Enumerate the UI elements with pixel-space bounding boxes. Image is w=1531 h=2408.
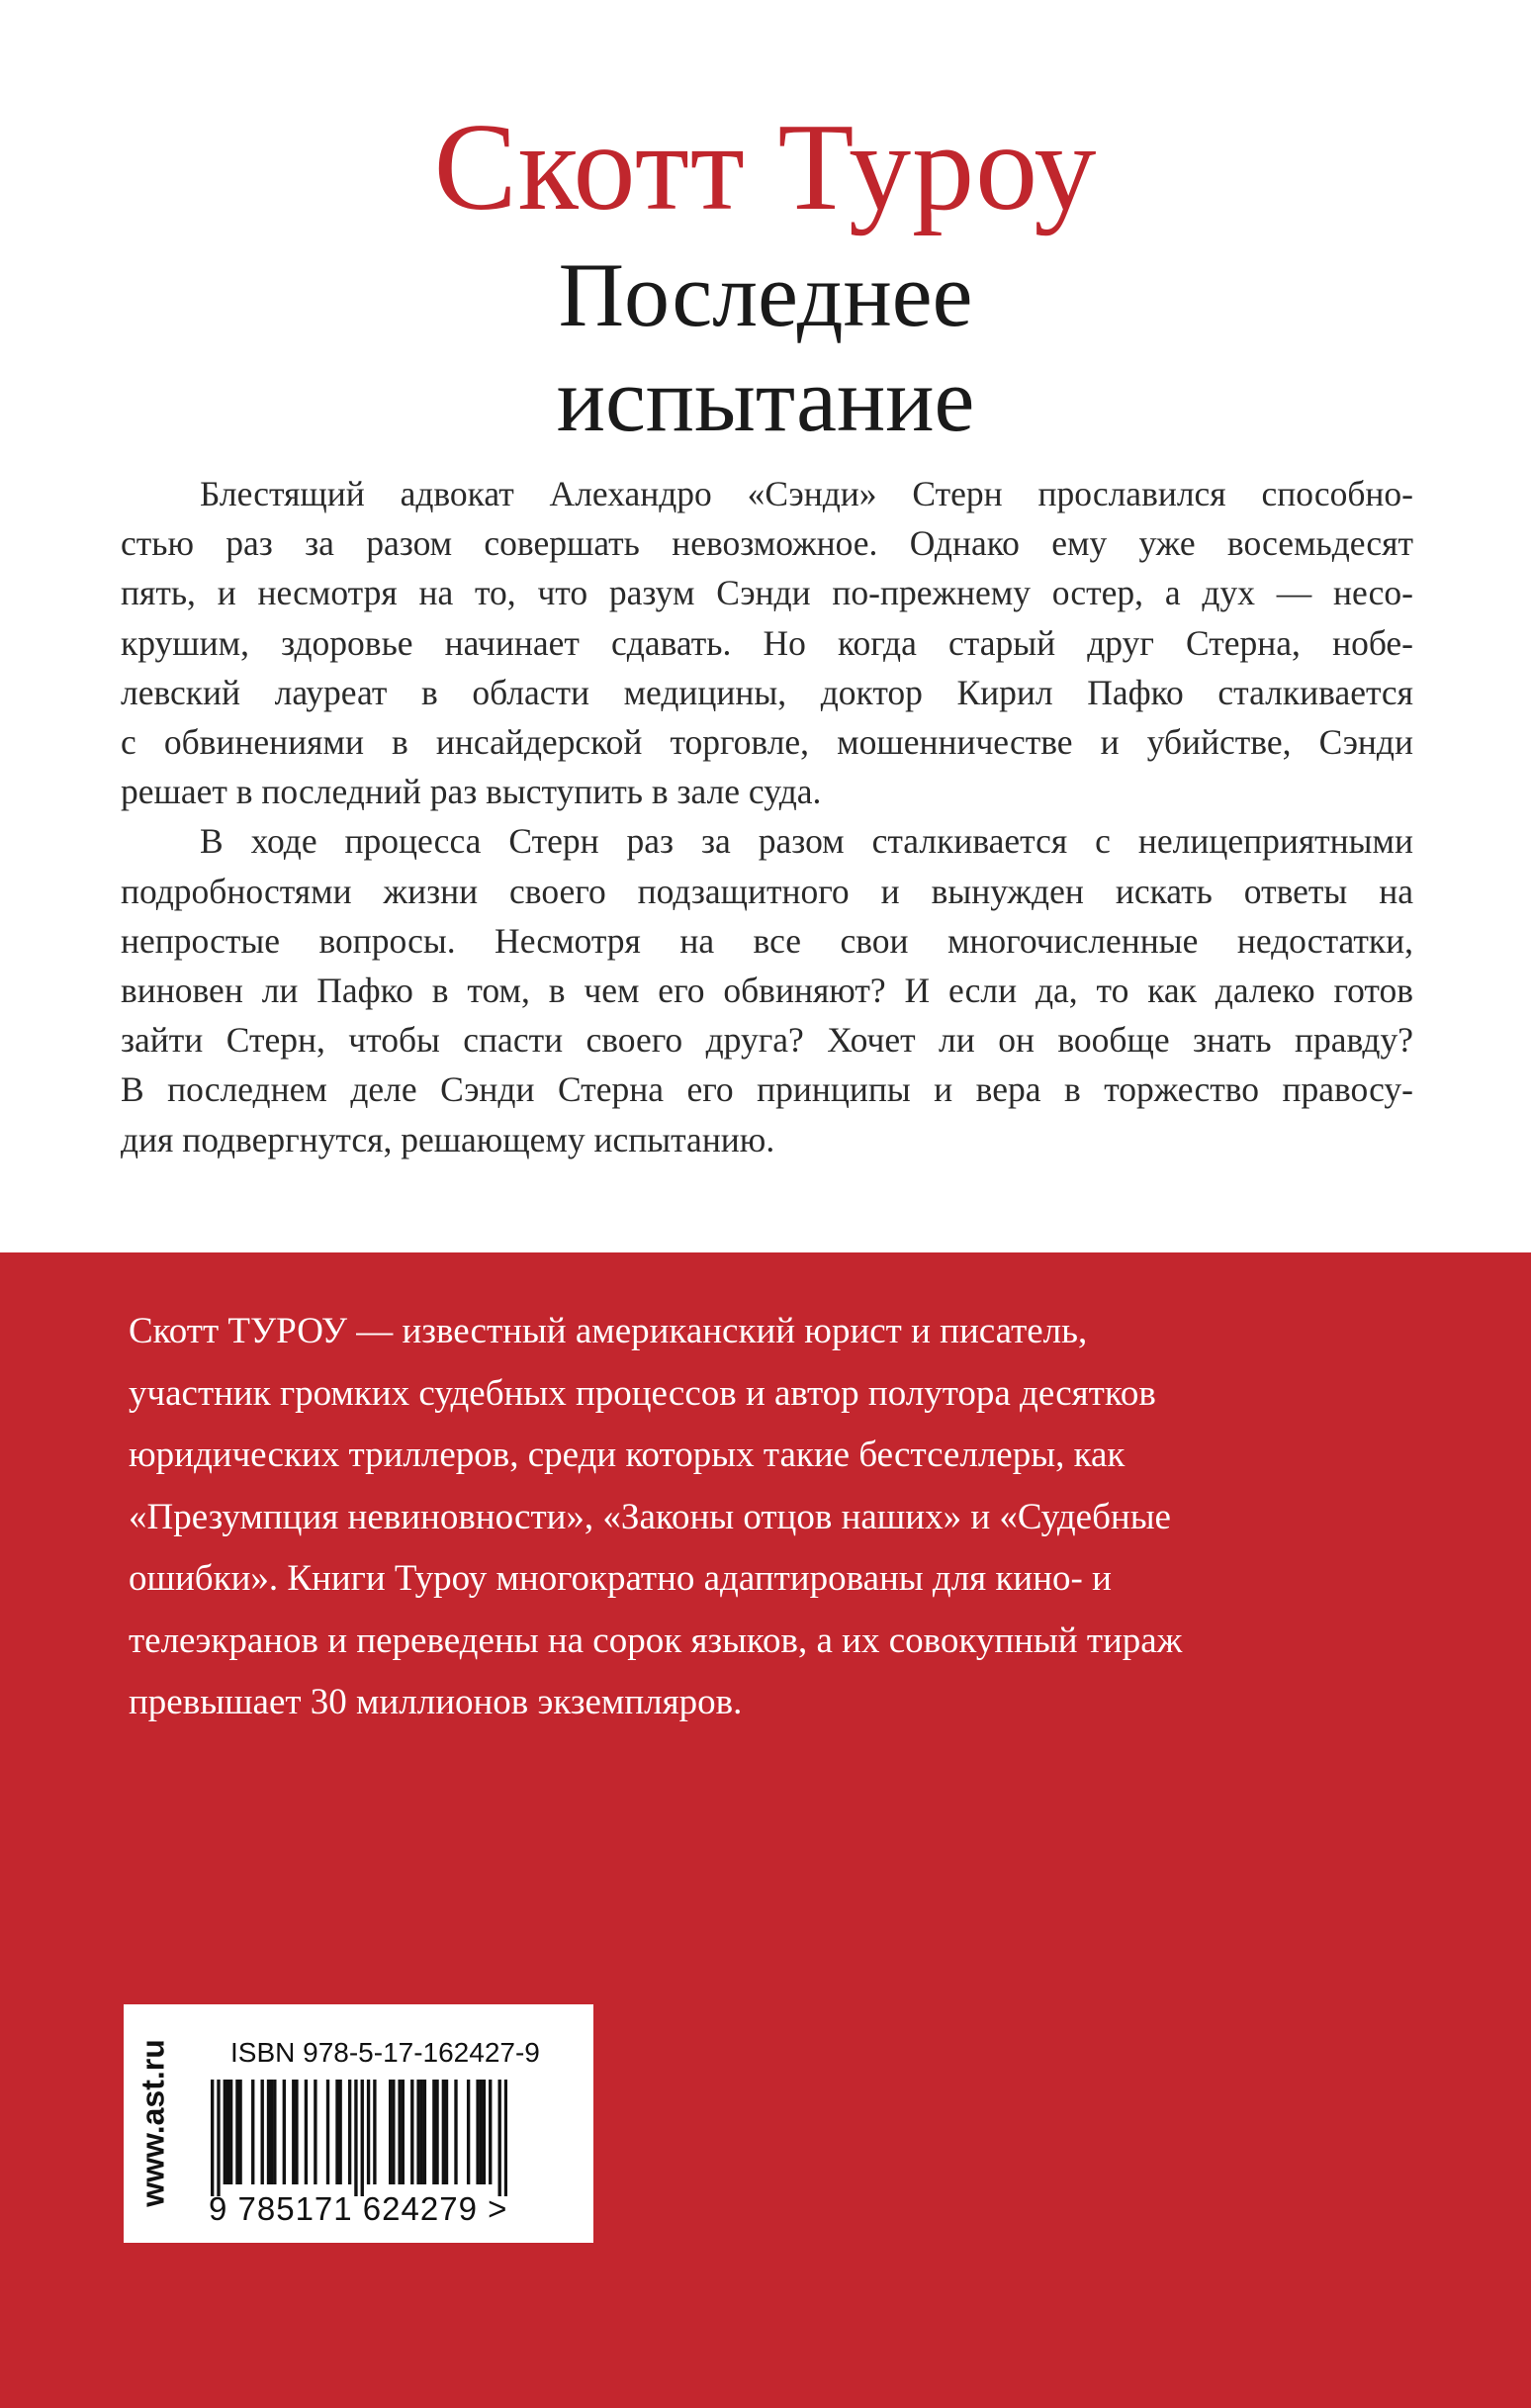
barcode-bar (423, 2080, 426, 2184)
bio-line: «Презумпция невиновности», «Законы отцов наших» и «Судебные (129, 1496, 1171, 1537)
publisher-website-text: www.ast.ru (135, 2039, 171, 2207)
barcode-bar (367, 2080, 370, 2184)
annotation-paragraph-1 (121, 469, 1413, 816)
barcode-bar (416, 2080, 419, 2184)
bio-line: Скотт ТУРОУ — известный американский юрист и писатель, (129, 1311, 1088, 1351)
barcode-bar (402, 2080, 405, 2184)
annotation-line: зайти Стерн, чтобы спасти своего друга? Хочет ли он вообще знать правду? (121, 1020, 1413, 1061)
barcode-bar (420, 2080, 423, 2184)
publisher-website (134, 2014, 173, 2232)
annotation-line: пять, и несмотря на то, что разум Сэнди по-прежнему остер, а дух — несо- (121, 573, 1413, 613)
annotation-line: с обвинениями в инсайдерской торговле, мошенничестве и убийстве, Сэнди (121, 722, 1413, 763)
barcode-bar (489, 2080, 492, 2184)
barcode-bar (217, 2080, 220, 2196)
annotation-paragraph-2 (121, 816, 1413, 1163)
bio-line: ошибки». Книги Туроу многократно адаптированы для кино- и (129, 1558, 1112, 1599)
barcode-bar (267, 2080, 270, 2184)
annotation-line: подробностями жизни своего подзащитного и вынужден искать ответы на (121, 871, 1413, 911)
barcode-bar (442, 2080, 445, 2184)
annotation-line: дия подвергнутся, решающему испытанию. (121, 1119, 775, 1159)
barcode-bar (226, 2080, 229, 2184)
barcode-bar (445, 2080, 448, 2184)
book-title-line-2: испытание (556, 349, 975, 450)
annotation-line: стью раз за разом совершать невозможное. Однако ему уже восемьдесят (121, 523, 1413, 564)
bio-line: участник громких судебных процессов и автор полутора десятков (129, 1372, 1156, 1414)
isbn-barcode-sticker (124, 2004, 593, 2243)
barcode-bar (348, 2080, 351, 2184)
bio-line: телеэкранов и переведены на сорок языков, а их совокупный тираж (129, 1620, 1183, 1661)
barcode-bar (314, 2080, 316, 2184)
barcode-bar (273, 2080, 276, 2184)
barcode-bar (292, 2080, 295, 2184)
annotation (121, 469, 1413, 1164)
barcode-bar (238, 2080, 241, 2184)
barcode-bar (483, 2080, 486, 2184)
barcode-bar (432, 2080, 435, 2184)
annotation-line: левский лауреат в области медицины, доктор Кирил Пафко сталкивается (121, 672, 1413, 712)
barcode-bar (261, 2080, 264, 2184)
book-title-line-1: Последнее (558, 244, 973, 345)
barcode-bar (354, 2080, 357, 2196)
annotation-line: непростые вопросы. Несмотря на все свои многочисленные недостатки, (121, 920, 1413, 961)
barcode-bar (270, 2080, 273, 2184)
barcode-bar (295, 2080, 298, 2184)
annotation-line: Блестящий адвокат Алехандро «Сэнди» Стерн прославился способно- (200, 474, 1413, 513)
barcode-bar (435, 2080, 438, 2184)
barcode-bar (229, 2080, 232, 2184)
barcode-bar (389, 2080, 392, 2184)
barcode-bar (338, 2080, 341, 2184)
barcode-bar (361, 2080, 364, 2196)
author-bio (129, 1301, 1315, 1734)
barcode-bar (326, 2080, 329, 2184)
barcode-bar (305, 2080, 308, 2184)
barcode-bar (211, 2080, 214, 2196)
bio-line: юридических триллеров, среди которых такие бестселлеры, как (129, 1435, 1126, 1475)
barcode-bar (410, 2080, 413, 2184)
author-name: Скотт Туроу (433, 99, 1098, 236)
annotation-line: решает в последний раз выступить в зале суда. (121, 772, 822, 812)
bio-line: превышает 30 миллионов экземпляров. (129, 1682, 743, 1722)
annotation-line: крушим, здоровье начинает сдавать. Но когда старый друг Стерна, нобе- (121, 622, 1413, 663)
barcode-bar (467, 2080, 470, 2184)
barcode-bar (335, 2080, 338, 2184)
barcode-bars (211, 2080, 507, 2196)
barcode-bar (476, 2080, 479, 2184)
barcode-bar (392, 2080, 395, 2184)
barcode-bar (373, 2080, 376, 2184)
barcode-bar (283, 2080, 286, 2184)
barcode-bar (480, 2080, 483, 2184)
annotation-line: виновен ли Пафко в том, в чем его обвиняют? И если да, то как далеко готов (121, 971, 1413, 1011)
barcode-bar (454, 2080, 457, 2184)
barcode-bar (224, 2080, 226, 2184)
barcode-bar (251, 2080, 254, 2184)
barcode-bar (398, 2080, 401, 2184)
barcode-bar (498, 2080, 501, 2196)
book-title (0, 242, 1531, 452)
barcode-bar (504, 2080, 507, 2196)
barcode-bar (235, 2080, 238, 2184)
annotation-line: В ходе процесса Стерн раз за разом сталкивается с нелицеприятными (200, 821, 1413, 862)
barcode-digits: 9 785171 624279 > (209, 2190, 508, 2227)
isbn-number: ISBN 978-5-17-162427-9 (230, 2037, 540, 2068)
annotation-line: В последнем деле Сэнди Стерна его принципы и вера в торжество правосу- (121, 1069, 1413, 1110)
barcode (211, 2080, 507, 2196)
